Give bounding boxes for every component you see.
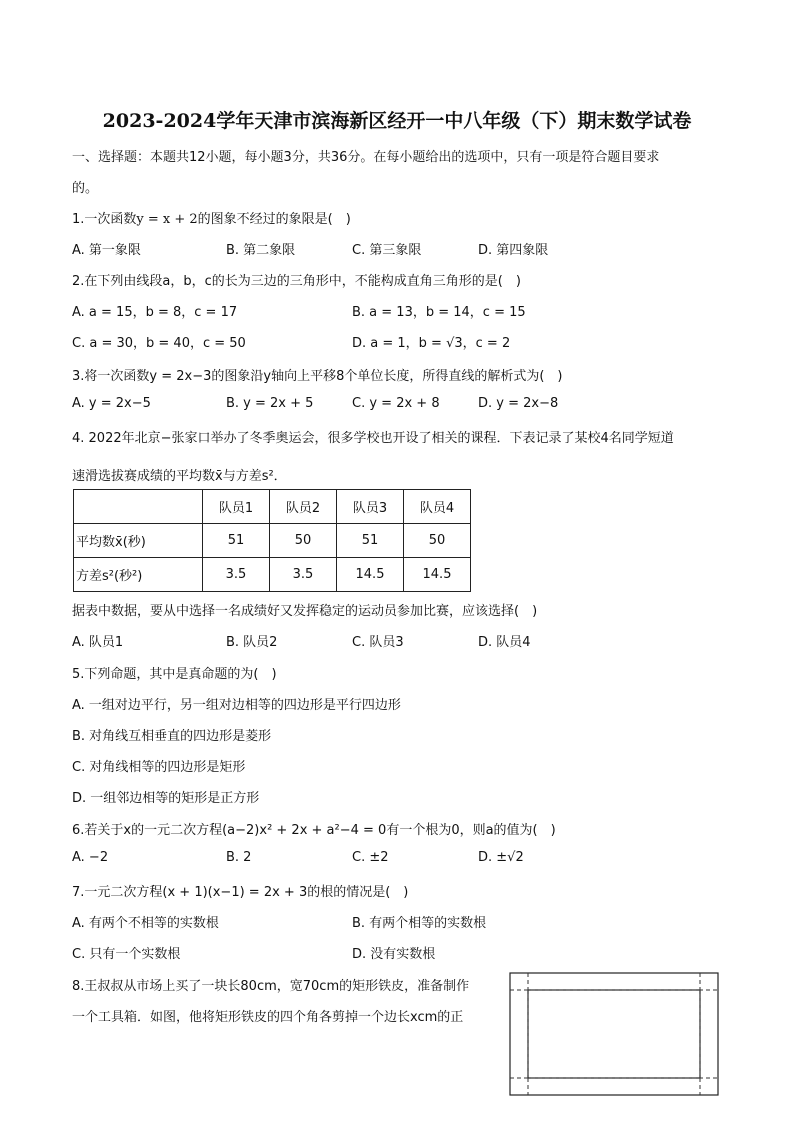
- question-2-stem: 2.在下列由线段a，b，c的长为三边的三角形中，不能构成直角三角形的是( ): [72, 274, 521, 289]
- question-2-option-b[interactable]: B. a = 13，b = 14，c = 15: [352, 305, 526, 320]
- question-4-option-b[interactable]: B. 队员2: [226, 635, 278, 650]
- question-6-option-a[interactable]: A. −2: [72, 850, 109, 865]
- table-cell: 51: [203, 524, 270, 558]
- question-4-stem-line1: 4. 2022年北京−张家口举办了冬季奥运会，很多学校也开设了相关的课程．下表记录了某校4名同学短道: [72, 431, 674, 446]
- question-3-option-b[interactable]: B. y = 2x + 5: [226, 396, 314, 411]
- table-row-label: 平均数x̄(秒): [74, 524, 203, 558]
- question-5-option-d[interactable]: D. 一组邻边相等的矩形是正方形: [72, 791, 260, 806]
- table-row-label: 方差s²(秒²): [74, 558, 203, 592]
- question-4-stem-line3: 据表中数据，要从中选择一名成绩好又发挥稳定的运动员参加比赛，应该选择( ): [72, 604, 538, 619]
- question-5-option-c[interactable]: C. 对角线相等的四边形是矩形: [72, 760, 246, 775]
- table-row: [74, 524, 471, 558]
- question-3-stem: 3.将一次函数y = 2x−3的图象沿y轴向上平移8个单位长度，所得直线的解析式为( ): [72, 369, 563, 384]
- question-3-option-c[interactable]: C. y = 2x + 8: [352, 396, 440, 411]
- question-7-option-d[interactable]: D. 没有实数根: [352, 947, 436, 962]
- table-cell: 3.5: [270, 558, 337, 592]
- question-6-stem: 6.若关于x的一元二次方程(a−2)x² + 2x + a²−4 = 0有一个根为0，则a的值为( ): [72, 823, 556, 838]
- question-4-option-c[interactable]: C. 队员3: [352, 635, 404, 650]
- section-instructions-line1: 一、选择题：本题共12小题，每小题3分，共36分。在每小题给出的选项中，只有一项是符合题目要求: [72, 150, 660, 165]
- scores-table: [73, 489, 471, 592]
- table-cell: 3.5: [203, 558, 270, 592]
- question-8-stem-line1: 8.王叔叔从市场上买了一块长80cm，宽70cm的矩形铁皮，准备制作: [72, 979, 470, 994]
- question-4-stem-line2: 速滑选拔赛成绩的平均数x̄与方差s²．: [72, 469, 287, 484]
- question-1-stem-b: 的图象不经过的象限是( ): [197, 212, 351, 227]
- question-3-option-a[interactable]: A. y = 2x−5: [72, 396, 151, 411]
- question-2-option-a[interactable]: A. a = 15，b = 8，c = 17: [72, 305, 238, 320]
- question-1-stem: [72, 208, 351, 227]
- question-8-stem-line2: 一个工具箱．如图，他将矩形铁皮的四个角各剪掉一个边长xcm的正: [72, 1010, 464, 1025]
- question-1-stem-math: y = x + 2: [136, 212, 198, 227]
- question-5-option-a[interactable]: A. 一组对边平行，另一组对边相等的四边形是平行四边形: [72, 698, 401, 713]
- question-6-option-c[interactable]: C. ±2: [352, 850, 389, 865]
- question-1-option-c[interactable]: C. 第三象限: [352, 243, 422, 258]
- question-6-option-b[interactable]: B. 2: [226, 850, 252, 865]
- table-cell: 14.5: [404, 558, 471, 592]
- question-7-option-a[interactable]: A. 有两个不相等的实数根: [72, 916, 219, 931]
- table-header-cell: 队员4: [404, 490, 471, 524]
- question-3-option-d[interactable]: D. y = 2x−8: [478, 396, 559, 411]
- table-cell: 51: [337, 524, 404, 558]
- question-1-stem-a: 1.一次函数: [72, 212, 137, 227]
- question-1-option-b[interactable]: B. 第二象限: [226, 243, 296, 258]
- tin-sheet-figure: [509, 972, 721, 1100]
- question-1-option-d[interactable]: D. 第四象限: [478, 243, 549, 258]
- question-4-option-a[interactable]: A. 队员1: [72, 635, 124, 650]
- table-header-cell: 队员1: [203, 490, 270, 524]
- section-instructions-line2: 的。: [72, 181, 99, 196]
- table-row: [74, 558, 471, 592]
- inner-base-rect: [528, 990, 700, 1078]
- question-2-option-c[interactable]: C. a = 30，b = 40，c = 50: [72, 336, 246, 351]
- outer-sheet-rect: [510, 973, 718, 1095]
- question-2-option-d[interactable]: D. a = 1，b = √3，c = 2: [352, 336, 511, 351]
- question-4-option-d[interactable]: D. 队员4: [478, 635, 531, 650]
- table-header-row: [74, 490, 471, 524]
- table-cell: 14.5: [337, 558, 404, 592]
- exam-title: 2023-2024学年天津市滨海新区经开一中八年级（下）期末数学试卷: [102, 110, 692, 132]
- question-5-stem: 5.下列命题，其中是真命题的为( ): [72, 667, 277, 682]
- question-7-option-c[interactable]: C. 只有一个实数根: [72, 947, 181, 962]
- question-6-option-d[interactable]: D. ±√2: [478, 850, 524, 865]
- table-header-cell: 队员2: [270, 490, 337, 524]
- table-cell: 50: [404, 524, 471, 558]
- table-cell: 50: [270, 524, 337, 558]
- question-1-option-a[interactable]: A. 第一象限: [72, 243, 141, 258]
- table-header-cell: [74, 490, 203, 524]
- question-7-option-b[interactable]: B. 有两个相等的实数根: [352, 916, 487, 931]
- question-5-option-b[interactable]: B. 对角线互相垂直的四边形是菱形: [72, 729, 272, 744]
- table-header-cell: 队员3: [337, 490, 404, 524]
- question-7-stem: 7.一元二次方程(x + 1)(x−1) = 2x + 3的根的情况是( ): [72, 885, 409, 900]
